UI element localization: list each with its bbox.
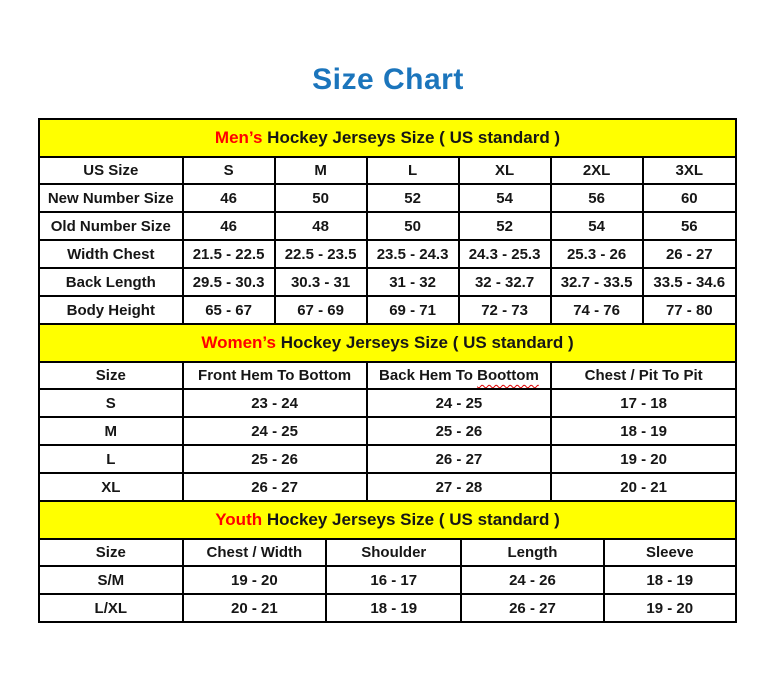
- data-cell: 54: [459, 184, 551, 212]
- womens-section-header-row: [39, 324, 736, 362]
- data-cell: 50: [367, 212, 459, 240]
- data-cell: 25.3 - 26: [551, 240, 643, 268]
- data-cell: 65 - 67: [183, 296, 275, 324]
- data-cell: 52: [459, 212, 551, 240]
- data-cell: 24.3 - 25.3: [459, 240, 551, 268]
- row-label: L: [39, 445, 183, 473]
- data-cell: 33.5 - 34.6: [643, 268, 736, 296]
- womens-size-table: [38, 323, 737, 502]
- mens-section-header-row: [39, 119, 736, 157]
- data-cell: 50: [275, 184, 367, 212]
- column-header: Size: [39, 362, 183, 389]
- womens-column-header-row: [39, 362, 736, 389]
- column-header: US Size: [39, 157, 183, 184]
- mens-table-title-rest: Hockey Jerseys Size ( US standard ): [262, 128, 561, 147]
- size-tables-container: [38, 118, 737, 623]
- table-row: [39, 417, 736, 445]
- data-cell: 46: [183, 212, 275, 240]
- data-cell: 18 - 19: [604, 566, 736, 594]
- row-label: Body Height: [39, 296, 183, 324]
- data-cell: 18 - 19: [326, 594, 461, 622]
- column-header: [367, 362, 552, 389]
- data-cell: 19 - 20: [551, 445, 736, 473]
- table-row: [39, 445, 736, 473]
- table-row: [39, 212, 736, 240]
- data-cell: 32 - 32.7: [459, 268, 551, 296]
- data-cell: 24 - 26: [461, 566, 603, 594]
- data-cell: 30.3 - 31: [275, 268, 367, 296]
- column-header: 3XL: [643, 157, 736, 184]
- data-cell: 32.7 - 33.5: [551, 268, 643, 296]
- table-row: [39, 296, 736, 324]
- column-header: Sleeve: [604, 539, 736, 566]
- misspelled-word: Boottom: [477, 367, 539, 384]
- data-cell: 26 - 27: [183, 473, 367, 501]
- data-cell: 29.5 - 30.3: [183, 268, 275, 296]
- data-cell: 21.5 - 22.5: [183, 240, 275, 268]
- column-header: L: [367, 157, 459, 184]
- column-header: Front Hem To Bottom: [183, 362, 367, 389]
- data-cell: 74 - 76: [551, 296, 643, 324]
- data-cell: 56: [551, 184, 643, 212]
- table-row: [39, 184, 736, 212]
- mens-table-title-accent: Men’s: [214, 128, 263, 147]
- row-label: M: [39, 417, 183, 445]
- column-header: Chest / Pit To Pit: [551, 362, 736, 389]
- row-label: XL: [39, 473, 183, 501]
- womens-table-title-accent: Women’s: [201, 333, 276, 352]
- data-cell: 52: [367, 184, 459, 212]
- data-cell: 56: [643, 212, 736, 240]
- column-header: Length: [461, 539, 603, 566]
- data-cell: 26 - 27: [643, 240, 736, 268]
- data-cell: 24 - 25: [183, 417, 367, 445]
- data-cell: 46: [183, 184, 275, 212]
- mens-column-header-row: [39, 157, 736, 184]
- data-cell: 20 - 21: [183, 594, 327, 622]
- table-row: [39, 594, 736, 622]
- page-title: Size Chart: [312, 63, 464, 96]
- data-cell: 25 - 26: [183, 445, 367, 473]
- data-cell: 19 - 20: [604, 594, 736, 622]
- data-cell: 23.5 - 24.3: [367, 240, 459, 268]
- column-header: XL: [459, 157, 551, 184]
- data-cell: 60: [643, 184, 736, 212]
- data-cell: 17 - 18: [551, 389, 736, 417]
- column-header-text: Back Hem To: [379, 367, 478, 384]
- youth-table-title-rest: Hockey Jerseys Size ( US standard ): [262, 510, 560, 529]
- youth-size-table: [38, 500, 737, 623]
- column-header: Size: [39, 539, 183, 566]
- table-row: [39, 566, 736, 594]
- row-label: Old Number Size: [39, 212, 183, 240]
- row-label: Back Length: [39, 268, 183, 296]
- row-label: S: [39, 389, 183, 417]
- row-label: Width Chest: [39, 240, 183, 268]
- data-cell: 48: [275, 212, 367, 240]
- column-header: 2XL: [551, 157, 643, 184]
- data-cell: 19 - 20: [183, 566, 327, 594]
- column-header: Shoulder: [326, 539, 461, 566]
- youth-table-title-accent: Youth: [215, 510, 263, 529]
- data-cell: 22.5 - 23.5: [275, 240, 367, 268]
- data-cell: 77 - 80: [643, 296, 736, 324]
- data-cell: 20 - 21: [551, 473, 736, 501]
- data-cell: 26 - 27: [367, 445, 552, 473]
- womens-table-title-rest: Hockey Jerseys Size ( US standard ): [275, 333, 574, 352]
- data-cell: 18 - 19: [551, 417, 736, 445]
- table-row: [39, 473, 736, 501]
- data-cell: 31 - 32: [367, 268, 459, 296]
- table-row: [39, 268, 736, 296]
- womens-table-title: [39, 324, 736, 362]
- youth-section-header-row: [39, 501, 736, 539]
- table-row: [39, 240, 736, 268]
- data-cell: 24 - 25: [367, 389, 552, 417]
- column-header: M: [275, 157, 367, 184]
- youth-table-title: [39, 501, 736, 539]
- data-cell: 69 - 71: [367, 296, 459, 324]
- column-header: Chest / Width: [183, 539, 327, 566]
- column-header: S: [183, 157, 275, 184]
- table-row: [39, 389, 736, 417]
- row-label: L/XL: [39, 594, 183, 622]
- mens-size-table: [38, 118, 737, 325]
- data-cell: 23 - 24: [183, 389, 367, 417]
- row-label: New Number Size: [39, 184, 183, 212]
- row-label: S/M: [39, 566, 183, 594]
- data-cell: 26 - 27: [461, 594, 603, 622]
- data-cell: 16 - 17: [326, 566, 461, 594]
- data-cell: 27 - 28: [367, 473, 552, 501]
- data-cell: 67 - 69: [275, 296, 367, 324]
- data-cell: 25 - 26: [367, 417, 552, 445]
- data-cell: 72 - 73: [459, 296, 551, 324]
- data-cell: 54: [551, 212, 643, 240]
- youth-column-header-row: [39, 539, 736, 566]
- mens-table-title: [39, 119, 736, 157]
